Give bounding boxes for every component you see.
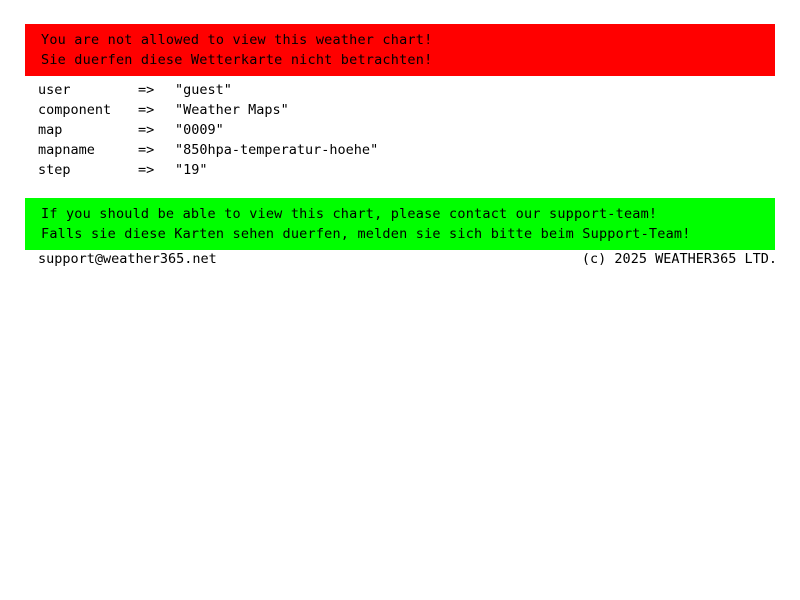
parameter-value: "0009" (175, 122, 224, 138)
page-footer (38, 249, 777, 269)
parameter-row (38, 120, 778, 140)
parameter-row (38, 160, 778, 180)
support-contact-text-en: If you should be able to view this chart, please contact our support-team! (41, 206, 658, 222)
parameter-arrow: => (138, 122, 155, 138)
parameter-value: "Weather Maps" (175, 102, 289, 118)
parameter-key: step (38, 162, 71, 178)
parameter-list (38, 80, 778, 180)
parameter-row (38, 80, 778, 100)
support-email-link[interactable]: support@weather365.net (38, 251, 217, 267)
support-contact-text-de: Falls sie diese Karten sehen duerfen, melden sie sich bitte beim Support-Team! (41, 226, 691, 242)
parameter-key: user (38, 82, 71, 98)
support-contact-banner (25, 198, 775, 250)
copyright-text: (c) 2025 WEATHER365 LTD. (581, 251, 777, 267)
parameter-arrow: => (138, 102, 155, 118)
parameter-arrow: => (138, 162, 155, 178)
parameter-value: "guest" (175, 82, 232, 98)
parameter-key: mapname (38, 142, 95, 158)
parameter-arrow: => (138, 82, 155, 98)
access-denied-banner (25, 24, 775, 76)
parameter-key: component (38, 102, 112, 118)
parameter-value: "850hpa-temperatur-hoehe" (175, 142, 379, 158)
parameter-key: map (38, 122, 63, 138)
access-denied-text-de: Sie duerfen diese Wetterkarte nicht betrachten! (41, 52, 433, 68)
parameter-value: "19" (175, 162, 208, 178)
parameter-row (38, 140, 778, 160)
access-denied-text-en: You are not allowed to view this weather chart! (41, 32, 433, 48)
parameter-row (38, 100, 778, 120)
parameter-arrow: => (138, 142, 155, 158)
